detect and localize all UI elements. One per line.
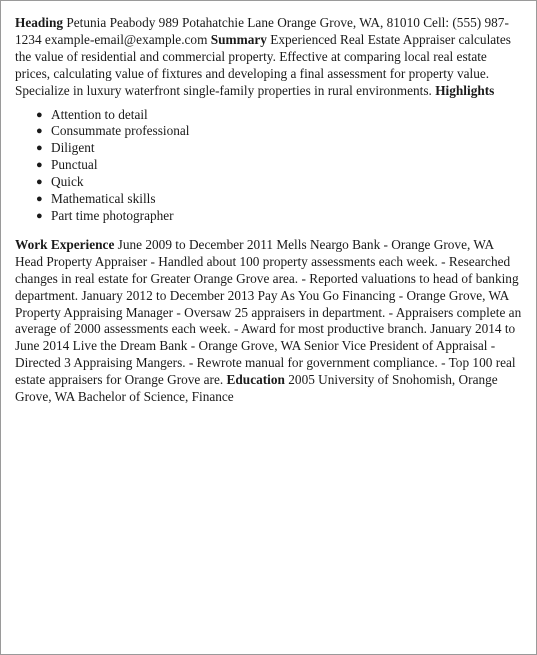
bullet-icon: ● xyxy=(36,142,43,155)
highlights-label: Highlights xyxy=(435,82,495,98)
summary-label: Summary xyxy=(210,31,267,47)
education-label: Education xyxy=(226,372,285,388)
bullet-icon: ● xyxy=(36,176,43,189)
header-summary-paragraph xyxy=(15,15,522,100)
list-item: ● Consummate professional xyxy=(36,123,190,139)
list-item: ● Attention to detail xyxy=(36,106,148,122)
highlights-list xyxy=(15,107,522,225)
heading-text: Petunia Peabody 989 Potahatchie Lane Orange Grove, WA, 81010 Cell: (555) 987-1234 example-email@example.com xyxy=(15,15,509,47)
work-education-paragraph xyxy=(15,237,522,406)
bullet-icon: ● xyxy=(36,159,43,172)
bullet-icon: ● xyxy=(36,125,43,138)
bullet-icon: ● xyxy=(36,209,43,222)
bullet-icon: ● xyxy=(36,193,43,206)
heading-label: Heading xyxy=(15,15,64,30)
work-experience-text: June 2009 to December 2011 Mells Neargo Bank - Orange Grove, WA Head Property Appraiser - Handled about 100 property assessments each week. - Researched changes in real estate for Greater Orange Grove area. - Reported valuations to head of banking department. January 2012 to December 2013 Pay As You Go Financing - Orange Grove, WA Property Appraising Manager - Oversaw 25 appraisers in department. - Appraisers complete an average of 2000 assessments each week. - Award for most productive branch. January 2014 to June 2014 Live the Dream Bank - Orange Grove, WA Senior Vice President of Appraisal - Directed 3 Appraising Mangers. - Rewrote manual for government compliance. - Top 100 real estate appraisers for Orange Grove are. xyxy=(15,236,522,388)
work-experience-label: Work Experience xyxy=(15,236,115,252)
education-text: 2005 University of Snohomish, Orange Grove, WA Bachelor of Science, Finance xyxy=(15,372,498,405)
list-item: ● Quick xyxy=(36,174,84,190)
list-item: ● Diligent xyxy=(36,140,95,156)
list-item: ● Punctual xyxy=(36,157,98,173)
list-item: ● Mathematical skills xyxy=(36,191,156,207)
bullet-icon: ● xyxy=(36,108,43,121)
summary-text: Experienced Real Estate Appraiser calculates the value of residential and commercial property. Effective at comparing local real estate prices, calculating value of fixtures and developing a final assessment for property value. Specialize in luxury waterfront single-family properties in rural environments. xyxy=(15,31,511,98)
list-item: ● Part time photographer xyxy=(36,207,174,223)
